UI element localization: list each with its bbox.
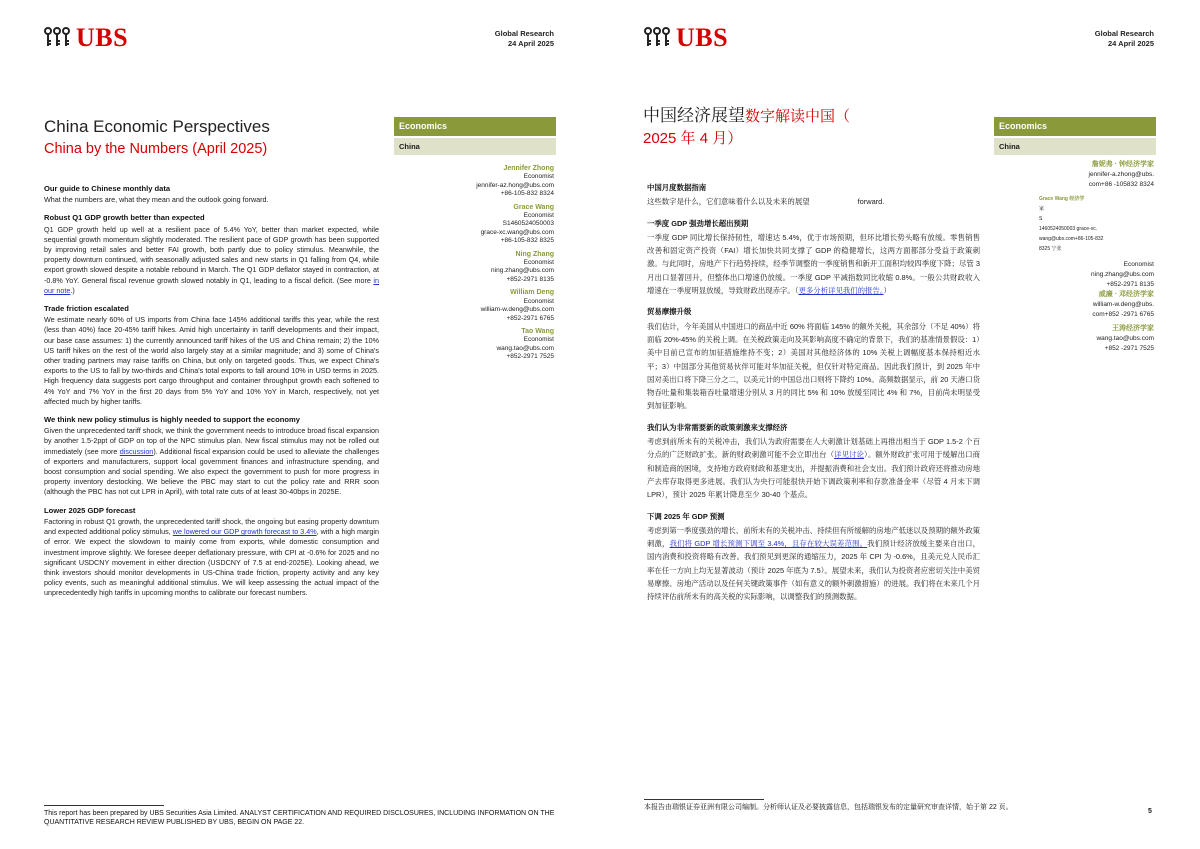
analyst-name-cont: 家	[1039, 206, 1045, 212]
analyst-role: Economist	[523, 297, 554, 305]
section-heading: Lower 2025 GDP forecast	[44, 505, 136, 515]
analyst-role: Economist	[1123, 261, 1154, 268]
analyst-name: 威廉 · 邓经济学家	[1098, 291, 1154, 298]
section-heading: Our guide to Chinese monthly data	[44, 184, 171, 193]
ubs-logo	[642, 23, 729, 52]
section-guide	[647, 181, 980, 209]
section-text: We estimate nearly 60% of US imports from China face 145% additional tariffs this year, while the rest (less than 40%) face 20-45% tariff hikes. Amid high uncertainty in tariff developments and their impact, our base case assumes: 1) the currently announced tariff hikes of the US and China remain; 2) the 10% US tariff hikes on the rest of the world also largely stay at a similar magnitude; and 3) some of China's other trading partners may raise tariffs on China, but only on targeted goods. Thus, we expect China's exports to the US to fall by two-thirds and China's total exports to fall around 10% in USD terms in 2025. High frequency data suggests port cargo throughput and container throughput growth each softened to 4% YoY and 7% YoY in the first 20 days from 5% YoY and 10% YoY in March, respectively, not yet affected much by higher tariffs.	[44, 315, 379, 406]
section-stimulus	[647, 421, 980, 502]
analyst-email[interactable]: wang.tao@ubs.com	[496, 344, 554, 352]
forecast-link[interactable]: 我们将 GDP 增长预测下调至 3.4%，且存在较大误差范围。	[669, 539, 868, 549]
analyst-id: 1460524050003 grace-xc.	[1039, 226, 1098, 232]
footer-divider	[644, 799, 764, 800]
header-info	[495, 29, 554, 49]
brand-name: UBS	[76, 23, 129, 52]
title-cn-main: 中国经济展望	[643, 106, 745, 125]
report-link[interactable]: 更多分析详见我们的报告。	[798, 286, 884, 296]
section-heading: Trade friction escalated	[44, 304, 129, 314]
analyst-card	[394, 204, 554, 246]
analyst-role: Economist	[523, 212, 554, 220]
analyst-phone: +852-2971 8135	[506, 275, 554, 283]
analyst-name: 王涛经济学家	[1112, 325, 1154, 332]
section-tail: , with a high margin of error. We expect the slowdown to mainly come from exports, while domestic consumption and investment improve slightly. We foresee deeper deflationary pressure, with CPI at -0.6% for 2025 and no significant USDCNY movement in either direction (USDCNY of 7.5 at end-2025E). Looking ahead, we think investors should monitor developments in US-China trade friction, property activity and any key policy events, such as meaningful additional stimulus. We will keep assessing the actual impact of the unprecedentedly high tariffs in upcoming months to calibrate our forecast numbers.	[44, 527, 380, 598]
footer-divider	[44, 805, 164, 806]
econ-label: Economics	[994, 117, 1156, 136]
section-text: 我们估计，今年美国从中国进口的商品中近 60% 将面临 145% 的额外关税，其余部分（不足 40%）将面临 20%-45% 的关税上调。在关税政策走向及其影响高度不确定的背景下，我们的基准情景假设：1）美中目前已宣布的加征措施维持不变；2）美国对其他经济体的 10% 关税上调幅度基本保持相近水平；3）中国部分其他贸易伙伴可能对华加征关税，但仅针对特定商品。因此我们预计，到 2025 年中国对美出口将下降三分之二，以美元计的中国总出口则将下降约 10%。高频数据显示，前 20 天港口货物吞吐量和集装箱吞吐量增速分别从 3 月的同比 5% 和 10% 放缓至同比 4% 和 7%，目前尚未明显受到加征影响。	[647, 321, 980, 411]
econ-label: Economics	[394, 117, 556, 136]
section-heading: We think new policy stimulus is highly needed to support the economy	[44, 415, 300, 425]
body-text-cn	[647, 181, 980, 612]
analyst-card	[394, 165, 554, 199]
section-guide	[44, 184, 379, 205]
header-info	[1095, 29, 1154, 49]
section-tail: 我们预计经济放缓主要来自出口，国内消费和投资将略有改善。我们预见到更深的通缩压力，2025 年 CPI 为 -0.6%，且美元兑人民币汇率在任一方向上均无显著波动（预计 2025 年底为 7.5）。展望未来，我们认为投资者应密切关注中美贸易摩擦、房地产活动以及任何关键政策事件（如有意义的额外刺激措施）的进展。我们将在未来几个月持续评估前所未有的高关税的实际影响，以调整我们的预测数据。	[647, 539, 980, 602]
section-stimulus	[44, 415, 379, 498]
analyst-role: Economist	[523, 259, 554, 267]
analyst-phone: +852-2971 8135	[1106, 281, 1154, 288]
section-paragraph	[44, 426, 379, 497]
analyst-role: Economist	[523, 173, 554, 181]
section-trade	[44, 304, 379, 407]
analyst-email[interactable]: jennifer-az.hong@ubs.com	[476, 181, 554, 189]
analyst-email[interactable]: grace-xc.wang@ubs.com	[480, 228, 554, 236]
section-tail: forward.	[857, 197, 885, 207]
analyst-name: Jennifer Zhong	[503, 165, 554, 172]
analyst-phone: 8325 宁张	[1039, 246, 1062, 252]
analyst-id: S1460524050003	[502, 220, 554, 228]
section-heading: 贸易摩擦升级	[647, 307, 692, 317]
ubs-keys-icon	[642, 26, 672, 50]
section-tail: ）。额外财政扩张可用于缓解出口商和制造商的困境，支持地方政府财政和基建支出，并提振消费和社会支出。我们预计政府还将推动房地产去库存取得更多进展。我们认为央行可能很快开始下调政策利率和存款准备金率（尽管 4 月未下调 LPR），预计 2025 年累计降息至少 30-40 个基点。	[647, 450, 980, 500]
section-paragraph	[647, 435, 980, 501]
page-title-cn	[643, 104, 883, 129]
analyst-name: Tao Wang	[521, 327, 554, 335]
body-text	[44, 184, 379, 607]
page-subtitle: China by the Numbers (April 2025)	[44, 141, 268, 157]
title-cn-red: 数字解读中国（	[745, 108, 851, 125]
analyst-name: Grace Wang 经济学	[1039, 196, 1085, 202]
analyst-list-cn	[994, 160, 1154, 354]
section-text: 一季度 GDP 同比增长保持韧性，增速达 5.4%，优于市场预期，但环比增长势头略有放缓。零售销售改善和固定资产投资（FAI）增长加快共同支撑了 GDP 的稳健增长，这两方面都部分受益于政策刺激。与此同时，房地产下行趋势持续，经季节调整的一季度销售和新开工面积均较四季度下降；尽管 3 月出口显著回升，但整体出口增速仍放缓。一季度 GDP 平减指数同比收缩 0.8%。一般公共财政收入增速在一季度明显放缓，导致财政出现赤字。（	[647, 232, 980, 296]
section-trade	[647, 305, 980, 412]
analyst-list	[394, 165, 554, 367]
section-heading: 我们认为非常需要新的政策刺激来支撑经济	[647, 422, 788, 432]
header-line1: Global Research	[1094, 29, 1154, 38]
analyst-id-prefix: S	[1039, 216, 1043, 222]
discussion-link[interactable]: discussion	[119, 446, 154, 456]
note-link[interactable]: in our note	[44, 275, 379, 295]
analyst-phone: +852-2971 7525	[506, 353, 554, 361]
section-text: Factoring in robust Q1 growth, the unprecedented tariff shock, the ongoing but easing property downturn and expected additional policy stimulus,	[44, 516, 379, 537]
analyst-card	[394, 251, 554, 285]
region-label: China	[394, 138, 556, 155]
analyst-email[interactable]: jennifer-a.zhong@ubs.	[1088, 171, 1154, 178]
analyst-card	[394, 328, 554, 362]
analyst-name: 詹妮弗 · 钟经济学家	[1091, 161, 1154, 168]
page-number: 5	[1148, 808, 1152, 815]
econ-box	[994, 117, 1156, 155]
analyst-email[interactable]: william-w.deng@ubs.com	[480, 306, 554, 314]
ubs-logo	[42, 23, 129, 52]
section-heading: 一季度 GDP 强劲增长超出预期	[647, 218, 749, 228]
header-date: 24 April 2025	[1108, 39, 1154, 48]
section-paragraph	[647, 195, 980, 208]
section-paragraph	[647, 231, 980, 297]
section-forecast	[44, 506, 379, 599]
analyst-phone: +86-105-832 8324	[500, 190, 554, 198]
section-paragraph	[44, 517, 379, 599]
brand-name: UBS	[676, 23, 729, 52]
analyst-email[interactable]: wang@ubs.com+86-105-832	[1039, 236, 1104, 242]
analyst-email[interactable]: wang.tao@ubs.com	[1096, 335, 1154, 342]
section-text: 考虑到前所未有的关税冲击，我们认为政府需要在人大刺激计划基础上再推出相当于 GDP 1.5-2 个百分点的广泛财政扩张。新的财政刺激可能不会立即出台（	[647, 437, 980, 460]
section-q1-gdp	[647, 217, 980, 298]
section-tail: ). Additional fiscal expansion could be used to alleviate the challenges of exporters and manufacturers, support local government finances and infrastructure spending, and boost consumption and social spending. We also expect the government to push for more progress in property inventory destocking. We believe the PBC may start to cut the policy rate and RRR soon (although the PBC has not cut LPR in April), with total rate cuts of at least 30-40bps in 2025E.	[44, 446, 379, 497]
analyst-email[interactable]: william-w.deng@ubs.	[1092, 301, 1154, 308]
analyst-name: Ning Zhang	[515, 250, 554, 258]
analyst-phone: +86-105-832 8325	[500, 237, 554, 245]
analyst-card	[394, 289, 554, 323]
section-heading: 下调 2025 年 GDP 预测	[647, 511, 725, 521]
analyst-name: William Deng	[510, 289, 554, 297]
page-title: China Economic Perspectives	[44, 117, 270, 136]
footer-disclosure: This report has been prepared by UBS Securities Asia Limited. ANALYST CERTIFICATION AND REQUIRED DISCLOSURES, INCLUDING INFORMATION ON THE QUANTITATIVE RESEARCH REVIEW PUBLISHED BY UBS, BEGIN ON PAGE 22.	[44, 810, 555, 826]
analyst-phone: com+86 -105832 8324	[1088, 181, 1154, 188]
section-paragraph	[44, 225, 379, 296]
section-forecast	[647, 510, 980, 604]
econ-box	[394, 117, 556, 155]
analyst-email[interactable]: ning.zhang@ubs.com	[1091, 271, 1154, 278]
section-q1-gdp	[44, 213, 379, 296]
forecast-link[interactable]: we lowered our GDP growth forecast to 3.4%	[172, 527, 317, 537]
header-line1: Global Research	[494, 29, 554, 38]
section-text: Q1 GDP growth held up well at a resilient pace of 5.4% YoY, better than market expected, while sequential growth momentum slightly moderated. The resilient pace of GDP growth has been supported by improving retail sales and better FAI growth, both partly due to policy stimulus. Meanwhile, the property downturn continued, with seasonally adjusted sales and new starts in Q1 falling from Q4, while export growth slowed despite a notable rebound in March. The Q1 GDP deflator stayed in contraction, at -0.8% YoY. General fiscal revenue growth slowed notably in Q1, leading to a fiscal deficit. (See more	[44, 224, 379, 285]
section-text: What the numbers are, what they mean and the outlook going forward.	[44, 195, 269, 205]
section-text: 考虑到第一季度强劲的增长、前所未有的关税冲击、持续但有所缓解的房地产低迷以及预期的额外政策刺激，	[647, 525, 980, 549]
section-text: 这些数字是什么，它们意味着什么以及未来的展望	[647, 197, 810, 207]
section-heading: Robust Q1 GDP growth better than expected	[44, 213, 205, 223]
section-tail: ）	[883, 286, 891, 296]
analyst-phone: +852 -2971 7525	[1104, 345, 1154, 352]
header-date: 24 April 2025	[508, 39, 554, 48]
analyst-role: Economist	[523, 336, 554, 344]
page-right	[600, 0, 1200, 849]
ubs-keys-icon	[42, 26, 72, 50]
section-heading: 中国月度数据指南	[647, 183, 707, 192]
section-text: Given the unprecedented tariff shock, we think the government needs to introduce broad fiscal expansion by another 1.5-2ppt of GDP on top of the NPC stimulus plan. New fiscal stimulus may not be rolled out immediately (see more	[44, 426, 379, 456]
region-label: China	[994, 138, 1156, 155]
discussion-link[interactable]: 详见讨论	[834, 450, 865, 460]
section-tail: .)	[70, 285, 75, 295]
title-cn-line2: 2025 年 4 月）	[643, 130, 743, 147]
analyst-phone: +852-2971 6765	[506, 314, 554, 322]
analyst-name: Grace Wang	[513, 203, 554, 211]
section-paragraph	[647, 524, 980, 604]
analyst-email[interactable]: ning.zhang@ubs.com	[491, 267, 554, 275]
analyst-phone: com+852 -2971 6765	[1092, 311, 1154, 318]
footer-disclosure: 本报告由瑞银证券亚洲有限公司编制。分析师认证及必要披露信息，包括瑞银发布的定量研究审查详情，始于第 22 页。	[644, 804, 1013, 811]
